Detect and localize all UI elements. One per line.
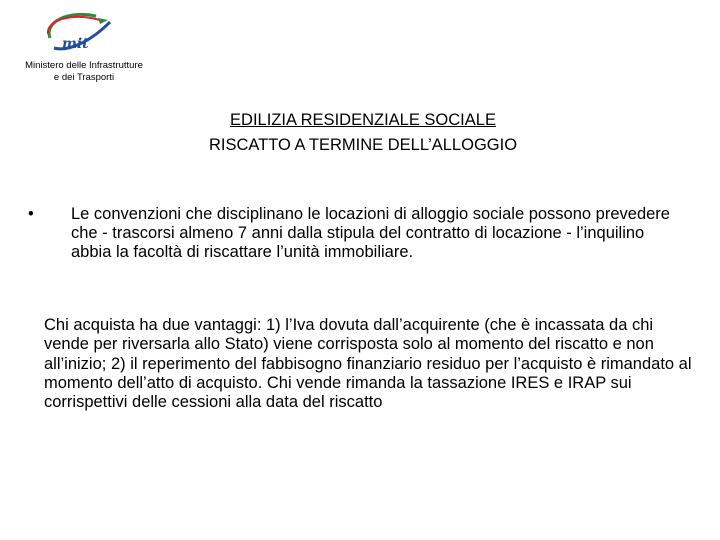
title-line2: RISCATTO A TERMINE DELL’ALLOGGIO [208,136,518,154]
bullet-item [28,205,688,262]
ministry-name [4,60,164,84]
body-paragraph: Chi acquista ha due vantaggi: 1) l’Iva dovuta dall’acquirente (che è incassata da chi vende per riversarla allo Stato) viene corrisposta solo al momento del riscatto e non all’inizio; 2) il reperimento del fabbisogno finanziario residuo per l’acquisto è rimandato al momento dell’atto di acquisto. Chi vende rimanda la tassazione IRES e IRAP sui corrispettivi delle cessioni alla data del riscatto [44,316,692,412]
bullet-text: Le convenzioni che disciplinano le locazioni di alloggio sociale possono prevedere che - trascorsi almeno 7 anni dalla stipula del contratto di locazione - l’inquilino abbia la facoltà di riscattare l’unità immobiliare. [71,205,670,261]
title-line1: EDILIZIA RESIDENZIALE SOCIALE [230,111,496,129]
slide-title [0,108,720,158]
bullet-marker: • [28,205,34,223]
mit-logo-icon [38,8,116,58]
ministry-name-line1: Ministero delle Infrastrutture [25,60,143,71]
ministry-name-line2: e dei Trasporti [53,72,115,83]
mit-logo-text: mit [62,36,89,52]
mit-logo [38,8,116,58]
